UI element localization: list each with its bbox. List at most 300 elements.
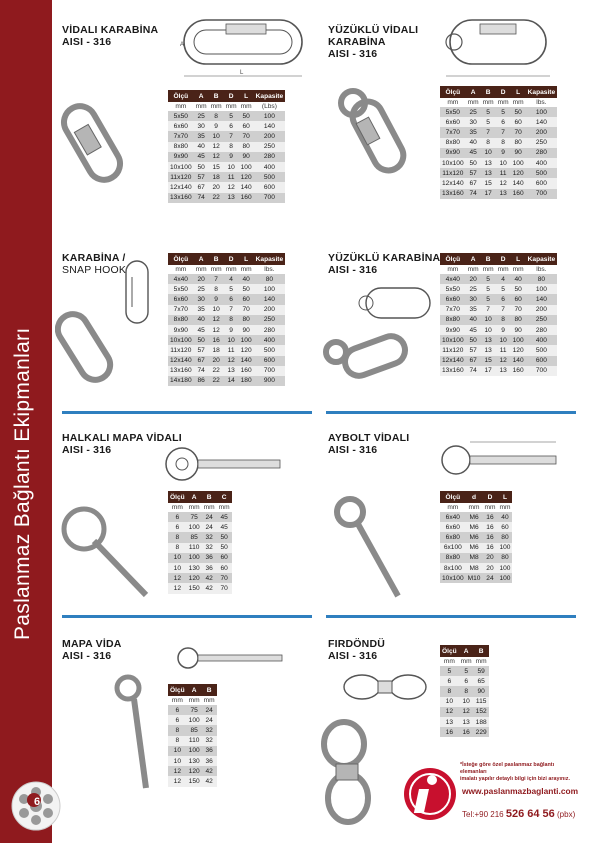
table-cell: A [187, 491, 202, 503]
table-row [168, 705, 217, 715]
table-cell: 250 [254, 315, 286, 325]
title: MAPA VİDA [62, 638, 122, 650]
table-cell: 250 [526, 138, 558, 148]
table-cell: M6 [466, 512, 483, 522]
table-cell: 100 [188, 747, 200, 755]
table-cell: L [497, 491, 512, 503]
table-row [168, 121, 285, 131]
table-cell: mm [474, 657, 489, 666]
table-units-row [440, 657, 489, 666]
table-cell: 10x100 [442, 159, 464, 167]
table-cell: d [466, 491, 483, 503]
table-row [440, 107, 557, 117]
table-cell: 12x140 [170, 183, 192, 191]
table-cell: 30 [466, 117, 481, 127]
table-header-row [168, 253, 285, 265]
table-cell: 5 [481, 107, 496, 117]
eye-screw-photo [110, 672, 165, 792]
table-row [440, 697, 489, 707]
table-cell: 100 [188, 554, 200, 562]
table-cell: 50 [239, 284, 254, 294]
table-cell: 13 [481, 168, 496, 178]
footer-url[interactable]: www.paslanmazbaglanti.com [462, 786, 579, 796]
table-cell: 6 [496, 294, 511, 304]
table-units-row [168, 265, 285, 274]
table-cell: 25 [194, 284, 209, 294]
table-cell: 8 [224, 315, 239, 325]
table-row [440, 727, 489, 737]
table-cell: 90 [239, 152, 254, 162]
table-cell: 60 [239, 294, 254, 304]
table-cell: 500 [254, 345, 286, 355]
table-cell: 60 [217, 553, 232, 563]
table-cell: mm [239, 102, 254, 111]
table-cell: 120 [240, 346, 252, 354]
table-cell: Kapasite [526, 253, 558, 265]
table-cell: 25 [466, 284, 481, 294]
table-row [440, 512, 512, 522]
table-cell: 9 [224, 325, 239, 335]
table-row [168, 512, 232, 522]
table-row [440, 148, 557, 158]
table-cell: 11x120 [168, 172, 194, 182]
table-cell: 700 [254, 366, 286, 376]
table-cell: 100 [512, 336, 524, 344]
table-cell: mm [225, 103, 237, 110]
table-cell: 11x120 [440, 168, 466, 178]
table-cell: 5 [481, 284, 496, 294]
table-cell: 200 [526, 127, 558, 137]
footer-phone[interactable] [462, 808, 575, 820]
table-cell: 110 [187, 736, 202, 746]
table-cell: A [459, 645, 474, 657]
table-row [168, 111, 285, 121]
table-row [168, 573, 232, 583]
table-cell: 13 [459, 717, 474, 727]
table-cell: 67 [466, 356, 481, 366]
table-cell: 400 [526, 335, 558, 345]
table-cell: lbs. [526, 265, 558, 274]
table-cell: mm [203, 697, 215, 704]
table-row [440, 553, 512, 563]
table-cell: 9x90 [168, 325, 194, 335]
table-cell: 10 [209, 131, 224, 141]
table-cell: 130 [188, 564, 200, 572]
table-cell: 4 [496, 274, 511, 284]
table-cell: 40 [194, 142, 209, 152]
table-cell: 74 [466, 366, 481, 376]
table-cell: 4 [224, 274, 239, 284]
table-cell: 8x80 [168, 142, 194, 152]
table-cell: 15 [209, 162, 224, 172]
table-cell: 5 [496, 284, 511, 294]
table-cell: 4x40 [440, 274, 466, 284]
table-cell: B [481, 253, 496, 265]
table-cell: mm [168, 265, 194, 274]
table-cell: 11 [496, 345, 511, 355]
table-cell: 59 [474, 666, 489, 676]
table-cell: 9 [496, 325, 511, 335]
table-cell: 10 [481, 148, 496, 158]
table-cell: 45 [194, 152, 209, 162]
table-cell: 9x90 [440, 325, 466, 335]
table-cell: 500 [526, 345, 558, 355]
table-cell: 85 [187, 532, 202, 542]
table-cell: 42 [202, 766, 217, 776]
table-cell: 10 [496, 335, 511, 345]
table-cell: mm [511, 98, 526, 107]
table-cell: 20 [194, 274, 209, 284]
table-cell: 90 [511, 148, 526, 158]
table-cell: 32 [202, 736, 217, 746]
table-cell: mm [440, 98, 466, 107]
table-cell: M8 [466, 553, 483, 563]
table-cell: 6x100 [440, 543, 466, 553]
table-cell: 280 [254, 325, 286, 335]
table-cell: 12 [496, 356, 511, 366]
table-cell: 17 [481, 189, 496, 199]
table-cell: 16 [440, 727, 459, 737]
table-cell: 67 [194, 182, 209, 192]
table-cell: 32 [202, 543, 217, 553]
table-cell: 700 [526, 366, 558, 376]
table-cell: 7 [209, 274, 224, 284]
table-row [168, 532, 232, 542]
table-row [168, 284, 285, 294]
eye-bolt-photo [330, 492, 410, 602]
table-row [440, 666, 489, 676]
table-cell: 600 [254, 182, 286, 192]
subtitle: AISI - 316 [328, 48, 378, 60]
table-cell: 120 [188, 574, 200, 582]
table-cell: 80 [511, 315, 526, 325]
table-cell: 11 [224, 172, 239, 182]
table-cell: 18 [209, 345, 224, 355]
table-cell: 6x40 [440, 512, 466, 522]
table-cell: 90 [474, 686, 489, 696]
swivel-photo [308, 718, 378, 828]
table-cell: 200 [526, 305, 558, 315]
table-cell: 40 [497, 512, 512, 522]
table-cell: 200 [254, 131, 286, 141]
table-cell: 16 [459, 727, 474, 737]
table-cell: Ölçü [168, 90, 194, 102]
table-row [168, 583, 232, 593]
table-cell: D [224, 253, 239, 265]
table-cell: A [466, 86, 481, 98]
table-cell: 40 [466, 315, 481, 325]
table-row [440, 522, 512, 532]
table-cell: M10 [467, 574, 481, 582]
table-cell: 10 [481, 325, 496, 335]
table-cell: 5x50 [440, 284, 466, 294]
table-row [440, 543, 512, 553]
table-row [440, 532, 512, 542]
table-cell: mm [195, 103, 207, 110]
table-cell: 12 [209, 325, 224, 335]
footer-note-line2: imalatı yapılır detaylı bilgi için bizi arayınız. [460, 776, 570, 782]
table-cell: 6 [224, 294, 239, 304]
table-cell: 5 [481, 274, 496, 284]
table-cell: 24 [482, 573, 497, 583]
table-cell: 100 [254, 284, 286, 294]
phone-number: 526 64 56 [505, 808, 555, 820]
table-cell: lbs. [526, 98, 558, 107]
table-cell: 100 [526, 284, 558, 294]
title: HALKALI MAPA VİDALI [62, 432, 182, 444]
table-cell: 5x50 [168, 284, 194, 294]
table-cell: 12 [168, 776, 187, 786]
table-cell: 7 [481, 127, 496, 137]
eye-carabiner-technical-drawing [440, 10, 560, 85]
table-cell: A [466, 253, 481, 265]
table-cell: mm [460, 658, 472, 665]
phone-suffix: (pbx) [557, 810, 576, 819]
table-cell: Kapasite [254, 253, 286, 265]
table-cell: 30 [194, 294, 209, 304]
table-row [168, 315, 285, 325]
section-title-yuzuklu-vidali-karabina [328, 24, 418, 60]
table-cell: 30 [194, 121, 209, 131]
table-cell: 5 [224, 111, 239, 121]
table-cell: 45 [194, 325, 209, 335]
table-cell: 50 [194, 162, 209, 172]
table-cell: 8 [496, 315, 511, 325]
table-cell: 90 [239, 325, 254, 335]
table-cell: 35 [466, 305, 481, 315]
table-cell: mm [225, 266, 237, 273]
table-cell: mm [440, 503, 466, 512]
table-cell: 40 [466, 138, 481, 148]
table-cell: 7x70 [440, 127, 466, 137]
section-title-vidali-karabina [62, 24, 158, 48]
table-cell: 140 [254, 294, 286, 304]
table-cell: 35 [194, 131, 209, 141]
table-cell: 160 [240, 194, 252, 202]
table-cell: 7 [224, 305, 239, 315]
table-cell: 32 [202, 532, 217, 542]
table-cell: 600 [526, 356, 558, 366]
snap-hook-photo [55, 305, 125, 385]
table-units-row [168, 696, 217, 705]
table-cell: 50 [239, 111, 254, 121]
divider [62, 615, 312, 618]
table-cell: 32 [202, 725, 217, 735]
table-cell: B [474, 645, 489, 657]
table-cell: 20 [209, 182, 224, 192]
table-cell: L [511, 253, 526, 265]
table-cell: 13 [440, 717, 459, 727]
sidebar [0, 0, 52, 843]
table-cell: 8 [440, 686, 459, 696]
table-cell: M6 [466, 522, 483, 532]
table-cell: 10 [224, 162, 239, 172]
table-cell: 50 [466, 335, 481, 345]
table-cell: B [209, 253, 224, 265]
table-cell: 40 [511, 274, 526, 284]
table-cell: mm [168, 696, 187, 705]
table-cell: 5x50 [168, 111, 194, 121]
table-cell: 500 [254, 172, 286, 182]
table-cell: 7 [224, 131, 239, 141]
table-cell: 35 [194, 305, 209, 315]
table-cell: 8x80 [440, 138, 466, 148]
table-cell: 140 [254, 121, 286, 131]
eye-screw-carabiner-photo [335, 85, 420, 180]
table-cell: 50 [466, 158, 481, 168]
table-cell: 100 [240, 163, 252, 171]
table-cell: Ölçü [440, 86, 466, 98]
table-cell: mm [168, 102, 194, 111]
subtitle: AISI - 316 [62, 650, 112, 662]
table-cell: 35 [466, 127, 481, 137]
phone-prefix: Tel:+90 216 [462, 810, 504, 819]
section-title-mapa-vida [62, 638, 122, 662]
table-cell: 12x140 [170, 357, 192, 365]
table-cell: 7 [496, 127, 511, 137]
table-row [168, 142, 285, 152]
table-cell: 36 [202, 563, 217, 573]
table-cell: 9 [209, 294, 224, 304]
table-cell: 6x60 [440, 294, 466, 304]
table-cell: 13 [496, 189, 511, 199]
table-row [440, 676, 489, 686]
table-cell: 9x90 [168, 152, 194, 162]
table-cell: 74 [194, 366, 209, 376]
table-cell: 7x70 [440, 305, 466, 315]
table-cell: 130 [188, 757, 200, 765]
info-logo-icon [400, 756, 460, 826]
table-row [440, 707, 489, 717]
title: YÜZÜKLÜ KARABİNA [328, 252, 441, 264]
table-cell: 12x140 [442, 357, 464, 365]
table-cell: 200 [254, 305, 286, 315]
table-cell: 5 [459, 666, 474, 676]
table-cell: 75 [187, 705, 202, 715]
table-cell: 13 [224, 193, 239, 203]
table-cell: 70 [217, 573, 232, 583]
table-cell: mm [440, 265, 466, 274]
table-cell: mm [482, 266, 494, 273]
table-cell: 16 [209, 335, 224, 345]
table-cell: 20 [482, 553, 497, 563]
table-cell: 12 [224, 182, 239, 192]
table-cell: 22 [209, 376, 224, 386]
swivel-technical-drawing [340, 670, 430, 705]
section-title-aybolt [328, 432, 409, 456]
table-cell: 50 [194, 335, 209, 345]
table-cell: 10x100 [442, 574, 464, 582]
table-cell: 42 [202, 776, 217, 786]
table-cell: 14x180 [170, 377, 192, 385]
table-cell: 6 [168, 522, 187, 532]
table-cell: 140 [526, 117, 558, 127]
table-cell: 17 [481, 366, 496, 376]
table-row [168, 305, 285, 315]
table-cell: 140 [240, 183, 252, 191]
table-row [168, 553, 232, 563]
table-cell: 8 [168, 543, 187, 553]
title: AYBOLT VİDALI [328, 432, 410, 444]
table-cell: 12 [168, 766, 187, 776]
table-cell: 50 [511, 284, 526, 294]
table-cell: 20 [482, 563, 497, 573]
table-row [440, 127, 557, 137]
table-row [168, 274, 285, 284]
table-cell: 60 [497, 522, 512, 532]
table-cell: 12x140 [442, 179, 464, 187]
table-row [440, 138, 557, 148]
table-cell: 10 [224, 335, 239, 345]
table-row [440, 335, 557, 345]
table-cell: mm [218, 504, 230, 511]
table-cell: 42 [202, 583, 217, 593]
table-cell: 10 [168, 756, 187, 766]
footer-note [460, 762, 580, 783]
table-cell: 70 [217, 583, 232, 593]
footer-note-line1: *İsteğe göre özel paslanmaz bağlantı elemanları [460, 762, 555, 775]
table-header-row [440, 645, 489, 657]
table-cell: 13x160 [442, 367, 464, 375]
table-header-row [168, 491, 232, 503]
table-row [168, 172, 285, 182]
table-cell: Ölçü [440, 491, 466, 503]
table-cell: 20 [466, 274, 481, 284]
table-cell: 250 [526, 315, 558, 325]
table-cell: 36 [202, 756, 217, 766]
table-row [168, 294, 285, 304]
table-cell: 6x80 [440, 532, 466, 542]
table-cell: 12 [209, 315, 224, 325]
table-cell: 57 [194, 172, 209, 182]
table-cell: 67 [194, 356, 209, 366]
table-cell: 10 [496, 158, 511, 168]
table-cell: 13x160 [170, 194, 192, 202]
table-header-row [440, 491, 512, 503]
table-row [168, 563, 232, 573]
table-cell: 60 [511, 117, 526, 127]
table-cell: 7x70 [168, 305, 194, 315]
table-cell: 65 [474, 676, 489, 686]
table-cell: M6 [466, 543, 483, 553]
table-cell: 13x160 [170, 367, 192, 375]
table-cell: A [194, 253, 209, 265]
eye-bolt-technical-drawing [434, 432, 564, 482]
ring-eye-bolt-photo [58, 495, 158, 600]
table-cell: L [239, 253, 254, 265]
table-cell: B [202, 684, 217, 696]
table-cell: 18 [209, 172, 224, 182]
table-cell: 16 [482, 543, 497, 553]
table-row [168, 325, 285, 335]
table-row [440, 305, 557, 315]
table-cell: 45 [217, 522, 232, 532]
table-cell: 67 [466, 178, 481, 188]
section-title-firdondu [328, 638, 385, 662]
table-cell: 16 [482, 532, 497, 542]
table-cell: 9 [209, 121, 224, 131]
table-cell: 5 [440, 666, 459, 676]
table-cell: 16 [482, 522, 497, 532]
table-cell: 7 [496, 305, 511, 315]
table-cell: 80 [239, 142, 254, 152]
table-row [440, 284, 557, 294]
table-row [440, 356, 557, 366]
table-cell: mm [482, 99, 494, 106]
table-cell: 80 [497, 553, 512, 563]
table-row [440, 117, 557, 127]
table-cell: 10x100 [170, 163, 192, 171]
